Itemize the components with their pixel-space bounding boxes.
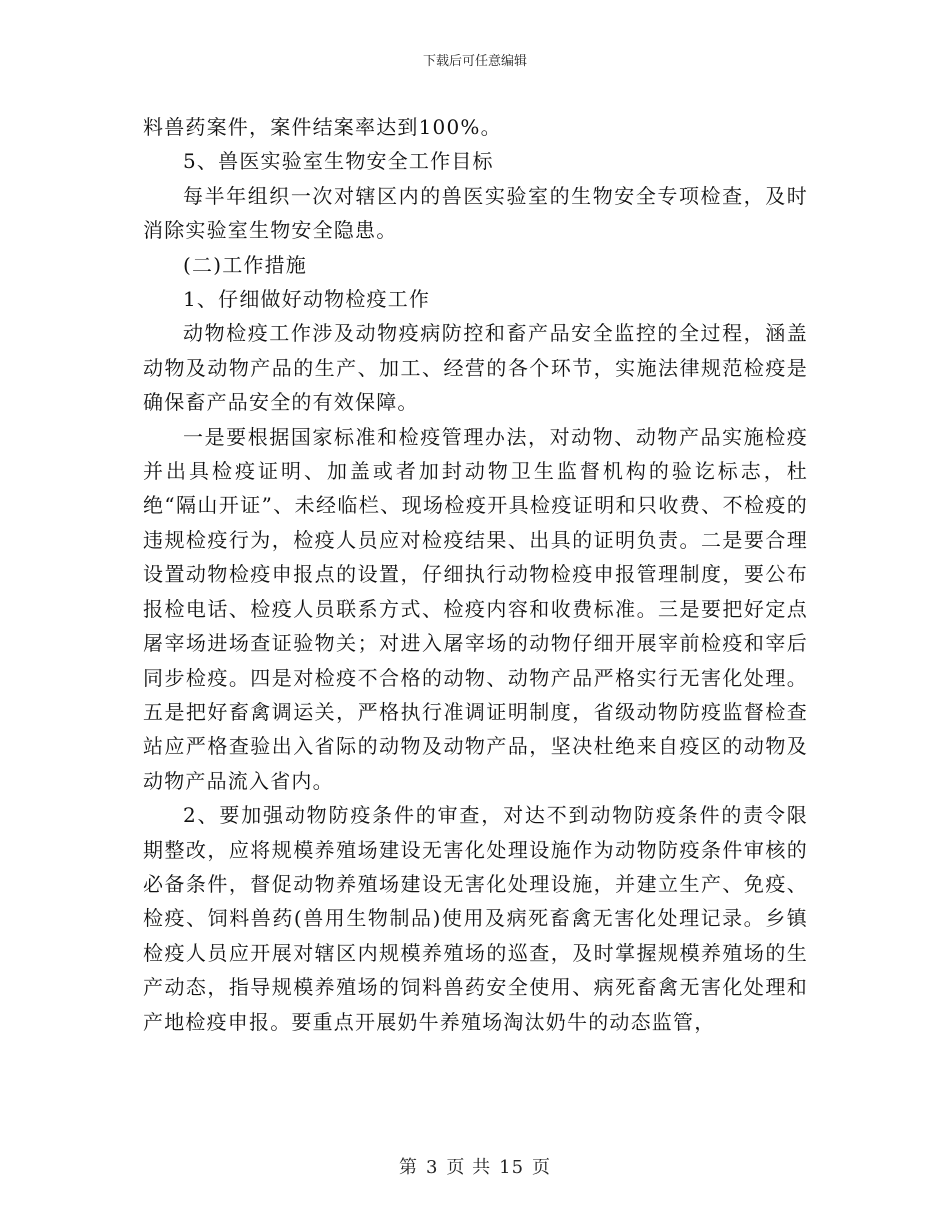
footer-prefix: 第 (398, 1157, 418, 1178)
footer-middle: 页 共 (446, 1157, 492, 1178)
page-footer (0, 1153, 950, 1179)
document-body (143, 110, 808, 1039)
paragraph: 每半年组织一次对辖区内的兽医实验室的生物安全专项检查，及时消除实验室生物安全隐患。 (143, 183, 808, 243)
paragraph: 5、兽医实验室生物安全工作目标 (183, 149, 494, 174)
page-header: 下载后可任意编辑 (422, 54, 527, 69)
paragraph: 一是要根据国家标准和检疫管理办法，对动物、动物产品实施检疫并出具检疫证明、加盖或者加封动物卫生监督机构的验讫标志，杜绝“隔山开证”、未经临栏、现场检疫开具检疫证明和只收费、不检疫的违规检疫行为，检疫人员应对检疫结果、出具的证明负责。二是要合理设置动物检疫申报点的设置，仔细执行动物检疫申报管理制度，要公布报检电话、检疫人员联系方式、检疫内容和收费标准。三是要把好定点屠宰场进场查证验物关；对进入屠宰场的动物仔细开展宰前检疫和宰后同步检疫。四是对检疫不合格的动物、动物产品严格实行无害化处理。五是把好畜禽调运关，严格执行准调证明制度，省级动物防疫监督检查站应严格查验出入省际的动物及动物产品，坚决杜绝来自疫区的动物及动物产品流入省内。 (143, 424, 808, 793)
paragraph: 2、要加强动物防疫条件的审查，对达不到动物防疫条件的责令限期整改，应将规模养殖场建设无害化处理设施作为动物防疫条件审核的必备条件，督促动物养殖场建设无害化处理设施，并建立生产、免疫、检疫、饲料兽药(兽用生物制品)使用及病死畜禽无害化处理记录。乡镇检疫人员应开展对辖区内规模养殖场的巡查，及时掌握规模养殖场的生产动态，指导规模养殖场的饲料兽药安全使用、病死畜禽无害化处理和产地检疫申报。要重点开展奶牛养殖场淘汰奶牛的动态监管， (143, 803, 808, 1034)
footer-total-pages: 15 (499, 1157, 525, 1178)
paragraph: (二)工作措施 (183, 252, 308, 277)
paragraph: 料兽药案件，案件结案率达到100%。 (143, 115, 502, 139)
footer-suffix: 页 (532, 1157, 552, 1178)
paragraph: 1、仔细做好动物检疫工作 (183, 287, 431, 312)
paragraph: 动物检疫工作涉及动物疫病防控和畜产品安全监控的全过程，涵盖动物及动物产品的生产、加工、经营的各个环节，实施法律规范检疫是确保畜产品安全的有效保障。 (143, 321, 808, 415)
footer-page-number: 3 (425, 1157, 439, 1178)
